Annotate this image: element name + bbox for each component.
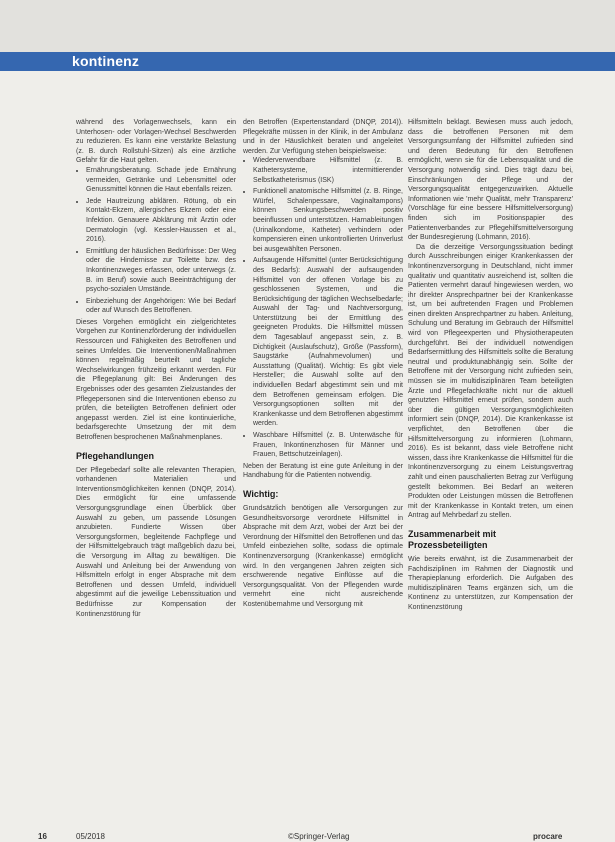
page-number: 16 — [38, 832, 47, 841]
list-item: • Ermittlung der häuslichen Bedürfnisse: Der Weg oder die Hindernisse zur Toilette bzw. des Inkontinenzweges erfassen, oder unterwegs (z. B. im Beruf) sowie auch Beeinträchtigung der psycho-sozialen Umstände. — [86, 247, 236, 295]
heading-zusammenarbeit: Zusammenarbeit mit Prozessbeteiligten — [408, 528, 497, 550]
list-item: • Waschbare Hilfsmittel (z. B. Unterwäsche für Frauen, Inkontinenzhosen für Männer und Frauen, Bettschutzeinlagen). — [253, 431, 403, 460]
list-item: • Funktionell anatomische Hilfsmittel (z. B. Ringe, Würfel, Schalenpessare, Vaginaltampons) können Senkungsbeschwerden positiv beeinflussen und unterstützen. Harnableitungen (Urinalkondome, Katheter) verhindern oder kompensieren einen unkontrollierten Urinverlust bei ausgewählten Personen. — [253, 187, 403, 254]
column-1-paragraph-2: Der Pflegebedarf sollte alle relevanten Therapien, vorhandenen Materialien und Interventionsmöglichkeiten kennen (DNQP, 2014). Dies ermöglicht für eine umfassende Versorgungsgrundlage einen Überblick über Auswahl zu geben, um passende Lösungen anzubieten. Fundierte Wissen über Versorgungsformen, begleitende Fachpflege und der Hilfsmittelgebrauch trägt maßgeblich dazu bei, die Versorgung im Alltag zu bewältigen. Die Auswahl und Anleitung bei der Anwendung von Hilfsmitteln erfolgt in enger Absprache mit dem Betroffenen und dessen Umfeld, individuell abgestimmt auf die jeweilige Lebenssituation und Bedürfnisse zur Kompensation der Kontinenzstörung für — [76, 466, 236, 618]
list-item: • Einbeziehung der Angehörigen: Wie bei Bedarf oder auf Wunsch des Betroffenen. — [86, 297, 236, 316]
column-3-paragraph-2: Wie bereits erwähnt, ist die Zusammenarbeit der Fachdisziplinen im Rahmen der Diagnostik und Therapieplanung erforderlich. Die Aufgaben des multidisziplinären Teams ergänzen sich, um die Kontinenz zu unterstützen, zur Kompensation der Kontinenzstörung — [408, 555, 573, 611]
column-1-intro: während des Vorlagenwechsels, kann ein Unterhosen- oder Vorlagen-Wechsel Beschwerden zu reduzieren. Es kann eine verstärkte Belastung (z. B. durch Rollstuhl-Sitzen) als eine ärztliche Gefahr für die Haut gelten. — [76, 119, 236, 165]
list-item: • Aufsaugende Hilfsmittel (unter Berücksichtigung des Bedarfs): Auswahl der aufsaugenden Hilfsmittel von der offenen Vorlage bis zu geschlossenen Systemen, und die Berücksichtigung der täglichen Wechselbedarfe; Auswahl der Tag- und Nachtversorgung, Unterstützung bei der Ermittlung des geeigneten Produkts. Die Hilfsmittel müssen dem Tagesablauf angepasst sein, z. B. Dichtigkeit (Auslaufschutz), Größe (Passform), Saugstärke (Aufnahmevolumen) und Ausstattung (Qualität). Wichtig: Es gibt viele Hersteller; die Auswahl sollte auf den individuellen Bedarf abgestimmt sein und mit dem Betroffenen gemeinsam erfolgen. Die Versorgungsoptionen sollten mit der Krankenkasse und dem Betroffenen abgestimmt werden. — [253, 256, 403, 429]
column-2-bullet-list — [243, 156, 403, 459]
list-item: • Wiederverwendbare Hilfsmittel (z. B. Kathetersysteme, intermittierender Selbstkatheterismus (ISK) — [253, 156, 403, 185]
section-title: kontinenz — [72, 53, 140, 69]
column-2 — [243, 118, 403, 610]
column-2-intro: den Betroffen (Expertenstandard (DNQP, 2014)). Pflegekräfte müssen in der Klinik, in der Ambulanz und in der Häuslichkeit beraten und angeleitet werden. Zur Verfügung stehen beispielsweise: — [243, 119, 403, 155]
column-2-paragraph: Neben der Beratung ist eine gute Anleitung in der Handhabung für die Patienten notwendig. — [243, 462, 403, 480]
heading-wichtig: Wichtig: — [243, 488, 279, 499]
section-bar — [0, 52, 615, 71]
column-1-bullet-list — [76, 166, 236, 316]
column-3-intro: Hilfsmitteln beklagt. Bewiesen muss auch jedoch, dass die betroffenen Personen mit dem Versorgungsumfang der Hilfsmittel zufrieden sind und deren Bedeutung für den Betroffenen ermöglicht, wenn sie für die Lebensqualität und die Versorgung notwendig sind. Dies trägt dazu bei, Einschränkungen der Pflege und der Versorgungsqualität entgegenzuwirken. Aktuelle Informationen wie 'mehr Qualität, mehr Transparenz' (Vorschläge für eine bessere Hilfsmittelversorgung) finden sich im Positionspapier des Patientenverbandes zur Pflegehilfsmittelversorgung der Bundesregierung (Lohmann, 2016). — [408, 119, 573, 242]
page-header-band — [0, 0, 615, 52]
publisher-label: ©Springer-Verlag — [288, 832, 350, 841]
column-2-paragraph-2: Grundsätzlich benötigen alle Versorgungen zur Gesundheitsvorsorge verordnete Hilfsmittel in Absprache mit dem Arzt, wobei der Arzt bei der Verordnung der Hilfsmittel den Betroffenen und das Umfeld einbeziehen sollte, sodass die optimale Kontinenzversorgung (Krankenkasse) ermöglicht wird. In den vergangenen Jahren zeigten sich erschwerende negative Einflüsse auf die Versorgungsqualität. Von der Pflegenden wurde vermehrt eine nicht ausreichende Kostenübernahme und Versorgung mit — [243, 504, 403, 608]
column-3-paragraph: Da die derzeitige Versorgungssituation bedingt durch Ausschreibungen einiger Krankenkassen der Inkontinenzversorgung in Deutschland, nicht immer qualitativ und quantitativ ausreichend ist, sollten die Patienten vermehrt darauf hingewiesen werden, wo ihr direkter Ansprechpartner bei der Krankenkasse ist, um bei auftretenden Fragen und Problemen einen direkten Ansprechpartner zu haben. Anleitung, Schulung und Beratung im Gebrauch der Hilfsmittel wird von Pflegeexperten und Physiotherapeuten durchgeführt. Bei der individuell notwendigen Bedarfsermittlung des Hilfsmittels sollte die Beratung neutral und produktunabhängig sein. Sollte der Betroffene mit der Versorgung nicht zufrieden sein, müssen sie im multidisziplinären Team beteiligten Ärzte und Pflegefachkräfte nicht nur die aktuell genutzten Hilfsmittel erneut prüfen, sondern auch über die gültigen Versorgungsmöglichkeiten informiert sein (DNQP, 2014). Die Krankenkasse ist verpflichtet, den Betroffenen über die Hilfsmittelversorgung zu informieren (Lohmann, 2016). Es ist bekannt, dass viele Betroffene nicht wissen, dass ihre Krankenkasse die Hilfsmittel für die Inkontinenzversorgung zu einem Leistungsvertrag zahlt und einen pauschalierten Betrag zur Verfügung gestellt bekommen. Bei Bedarf an weiteren Produkten oder Leistungen müssen die Betroffenen mit der Krankenkasse in Kontakt treten, um einen Antrag auf Mehrbedarf zu stellen. — [408, 243, 573, 520]
column-3 — [408, 118, 573, 613]
column-1-paragraph: Dieses Vorgehen ermöglicht ein zielgerichtetes Vorgehen zur Kontinenzförderung der individuellen Ressourcen und Fähigkeiten des Betroffenen und seines Umfeldes. Die Interventionen/Maßnahmen können regelmäßig beurteilt und tagliche Wechselwirkungen frühzeitig erkannt werden. Für die Pflegeplanung gilt: Bei Änderungen des Ergebnisses oder des gesamten Zielzustandes der Pflegepersonen sind die Interventionen ebenso zu prüfen, die beteiligten Betroffenen definiert oder angepasst werden. Ziel ist eine kontinuierliche, bedarfsgerechte Umsetzung der mit dem Betroffenen besprochenen Maßnahmenplanes. — [76, 318, 236, 441]
list-item: • Ernährungsberatung. Schade jede Ernährung vermeiden, Getränke und Lebensmittel oder Genussmittel können die Haut ebenfalls reizen. — [86, 166, 236, 195]
list-item: • Jede Hautreizung abklären. Rötung, ob ein Kontakt-Ekzem, allergisches Ekzem oder eine Infektion. Genauere Abklärung mit Ärztin oder Dermatologin (vgl. Kessler-Haussen et al., 2016). — [86, 197, 236, 245]
issue-label: 05/2018 — [76, 832, 105, 841]
journal-name: procare — [533, 832, 563, 841]
column-1 — [76, 118, 236, 619]
heading-pflegehandlungen: Pflegehandlungen — [76, 450, 155, 461]
page-footer — [0, 832, 615, 842]
